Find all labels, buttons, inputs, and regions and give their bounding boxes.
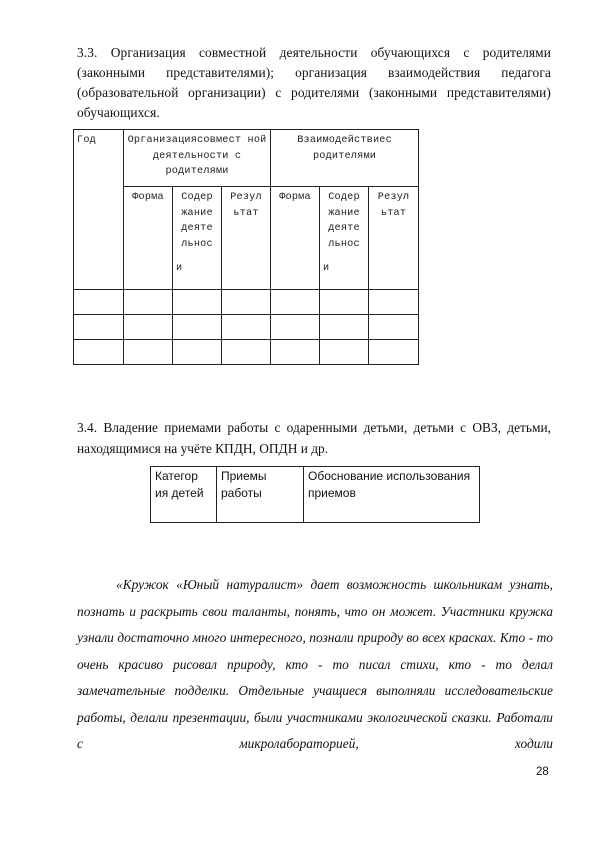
body-paragraph: [77, 572, 553, 758]
table-cell: [271, 290, 320, 315]
header-year: Год: [74, 130, 124, 290]
table-row: [74, 315, 419, 340]
header-interaction: Взаимодействиес родителями: [271, 130, 419, 187]
table-cell: [271, 315, 320, 340]
section-3-3-heading: 3.3. Организация совместной деятельности обучающихся с родителями (законными представителями); организация взаимодействия педагога (образовательной организации) с родителями (законными представителями) обучающихся.: [77, 45, 551, 120]
table-row: [74, 290, 419, 315]
page-number: 28: [536, 766, 549, 778]
section-3-4-heading: 3.4. Владение приемами работы с одаренными детьми, детьми с ОВЗ, детьми, находящимися на учёте КПДН, ОПДН и др.: [77, 420, 551, 456]
subheader-form-2: Форма: [271, 187, 320, 290]
subheader-result-2: Резул ьтат: [369, 187, 419, 290]
table-cell: [271, 340, 320, 365]
body-paragraph-text: «Кружок «Юный натуралист» дает возможность школьникам узнать, познать и раскрыть свои таланты, понять, что он может. Участники кружка узнали достаточно много интересного, познали природу во всех красках. Кто - то очень красиво рисовал природу, кто - то писал стихи, кто - то делал замечательные подделки. Отдельные учащиеся выполняли исследовательские работы, делали презентации, были участниками экологической сказки. Работали с микролабораторией, ходили: [77, 577, 553, 751]
table-cell: [369, 290, 419, 315]
subheader-content-1: Содер жание деяте льнос и: [173, 187, 222, 290]
subheader-content-2: Содер жание деяте льнос и: [320, 187, 369, 290]
table-cell: [222, 340, 271, 365]
subheader-result-1: Резул ьтат: [222, 187, 271, 290]
header-children-category: Категор ия детей: [151, 467, 217, 523]
header-work-methods: Приемы работы: [217, 467, 304, 523]
table-row: [74, 340, 419, 365]
header-joint-activity: Организациясовмест ной деятельности с родителями: [124, 130, 271, 187]
table-cell: [320, 340, 369, 365]
table-cell: [369, 340, 419, 365]
gifted-children-table: [150, 466, 480, 523]
table-cell: [173, 340, 222, 365]
parents-cooperation-table: [73, 129, 419, 365]
table-cell: [320, 290, 369, 315]
table-cell: [369, 315, 419, 340]
subheader-form-1: Форма: [124, 187, 173, 290]
table-cell: [124, 315, 173, 340]
table-cell: [124, 340, 173, 365]
table-cell: [222, 290, 271, 315]
table-cell: [74, 290, 124, 315]
table-cell: [320, 315, 369, 340]
table-cell: [74, 315, 124, 340]
table-cell: [222, 315, 271, 340]
table-cell: [173, 290, 222, 315]
table-cell: [124, 290, 173, 315]
header-methods-rationale: Обоснование использования приемов: [304, 467, 480, 523]
table-cell: [173, 315, 222, 340]
table-cell: [74, 340, 124, 365]
